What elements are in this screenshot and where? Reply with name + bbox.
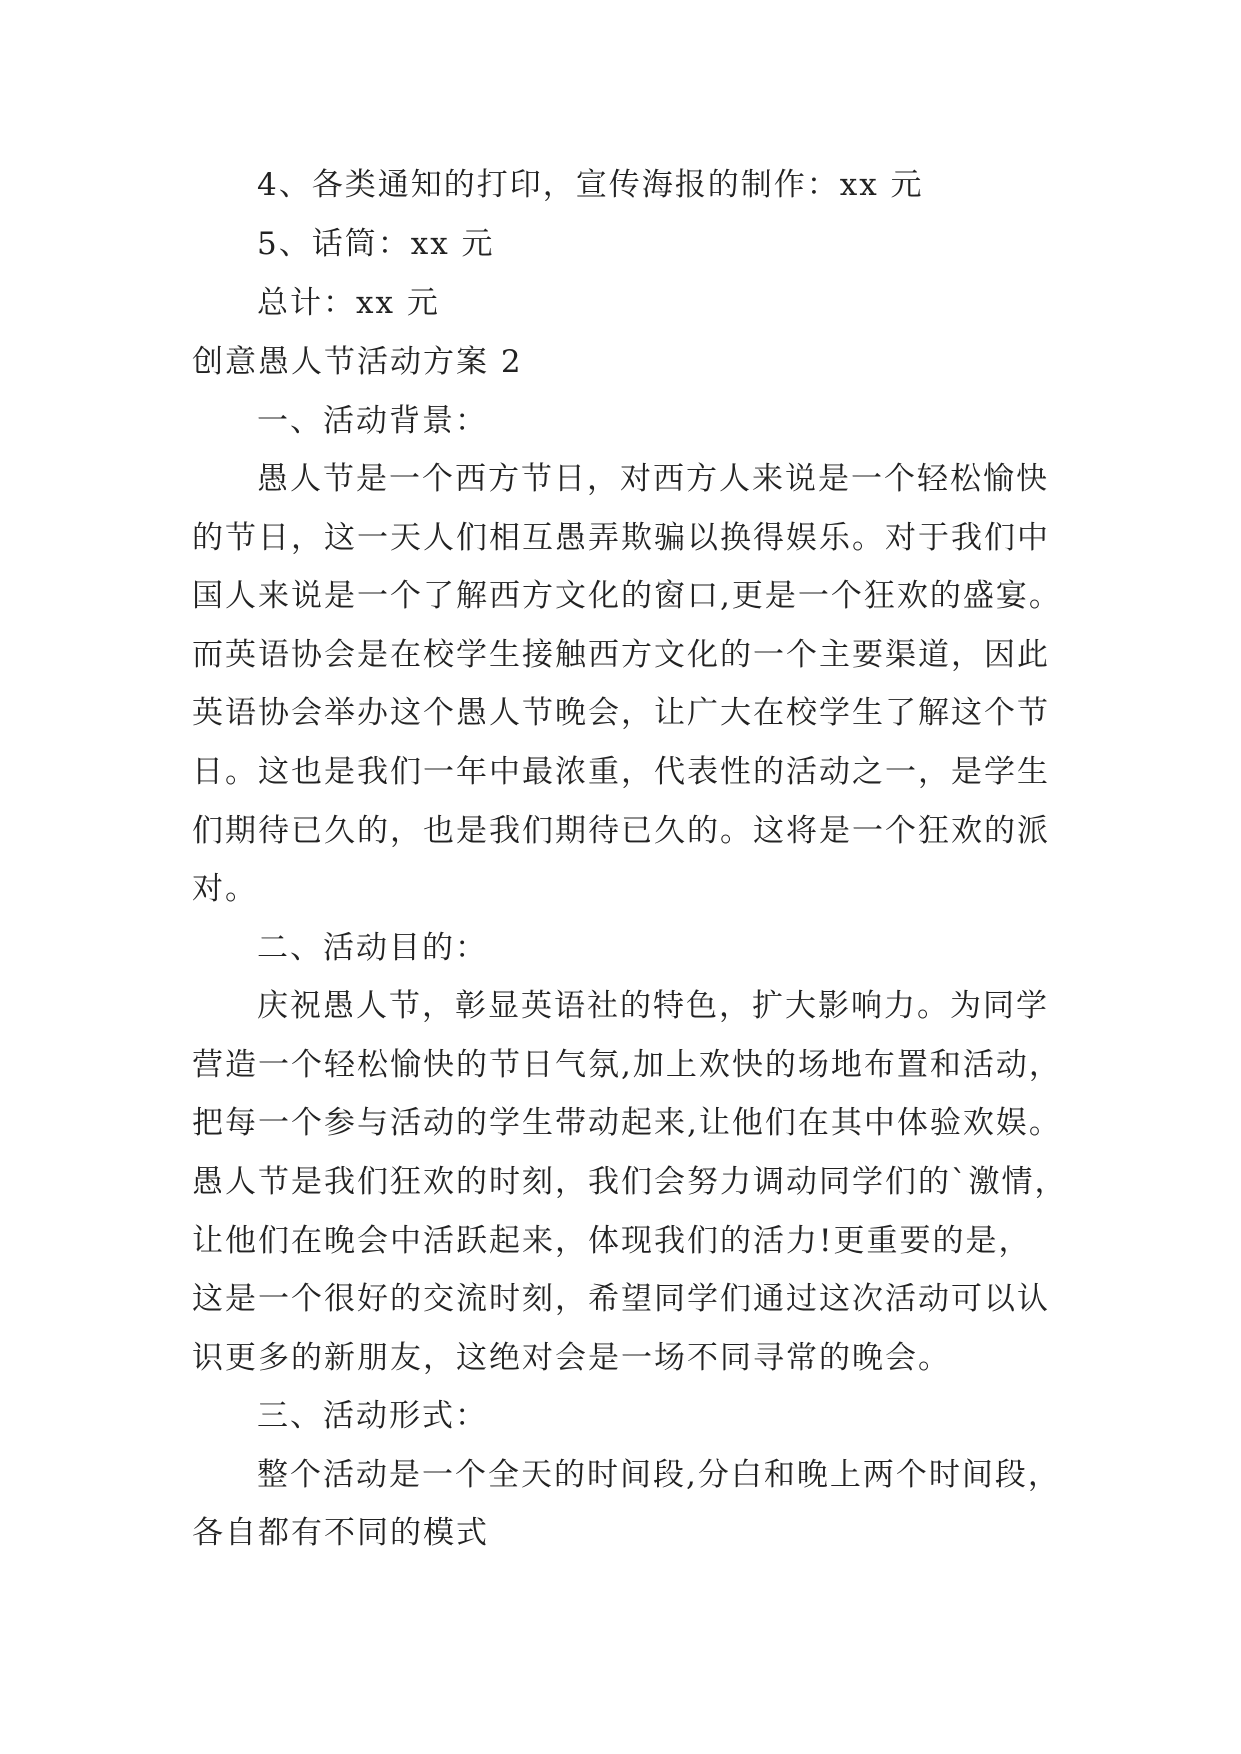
paragraph-line: 整个活动是一个全天的时间段,分白和晚上两个时间段， <box>257 1457 1061 1493</box>
paragraph-line: 国人来说是一个了解西方文化的窗口,更是一个狂欢的盛宴。 <box>192 578 1062 614</box>
paragraph-line: 而英语协会是在校学生接触西方文化的一个主要渠道，因此 <box>192 637 1050 673</box>
paragraph-line: 英语协会举办这个愚人节晚会，让广大在校学生了解这个节 <box>192 695 1050 731</box>
paragraph-line: 们期待已久的，也是我们期待已久的。这将是一个狂欢的派 <box>192 813 1050 849</box>
budget-item-5: 5、话筒：xx 元 <box>257 226 495 262</box>
paragraph-line: 营造一个轻松愉快的节日气氛,加上欢快的场地布置和活动， <box>192 1047 1062 1083</box>
paragraph-line: 各自都有不同的模式 <box>192 1515 489 1551</box>
paragraph-line: 日。这也是我们一年中最浓重，代表性的活动之一，是学生 <box>192 754 1050 790</box>
paragraph-line: 识更多的新朋友，这绝对会是一场不同寻常的晚会。 <box>192 1340 951 1376</box>
heading-background: 一、活动背景： <box>257 403 488 439</box>
paragraph-line: 让他们在晚会中活跃起来，体现我们的活力!更重要的是， <box>192 1223 1032 1259</box>
budget-item-4: 4、各类通知的打印，宣传海报的制作：xx 元 <box>257 167 924 203</box>
section-title: 创意愚人节活动方案 2 <box>192 344 523 380</box>
paragraph-line: 把每一个参与活动的学生带动起来,让他们在其中体验欢娱。 <box>192 1105 1062 1141</box>
paragraph-line: 愚人节是一个西方节日，对西方人来说是一个轻松愉快 <box>257 461 1049 497</box>
budget-total: 总计：xx 元 <box>257 285 440 321</box>
heading-purpose: 二、活动目的： <box>257 930 488 966</box>
paragraph-line: 愚人节是我们狂欢的时刻，我们会努力调动同学们的`激情， <box>192 1164 1068 1200</box>
paragraph-line: 对。 <box>192 871 258 907</box>
paragraph-line: 的节日，这一天人们相互愚弄欺骗以换得娱乐。对于我们中 <box>192 520 1050 556</box>
heading-format: 三、活动形式： <box>257 1398 488 1434</box>
paragraph-line: 这是一个很好的交流时刻，希望同学们通过这次活动可以认 <box>192 1281 1050 1317</box>
paragraph-line: 庆祝愚人节，彰显英语社的特色，扩大影响力。为同学 <box>257 988 1049 1024</box>
